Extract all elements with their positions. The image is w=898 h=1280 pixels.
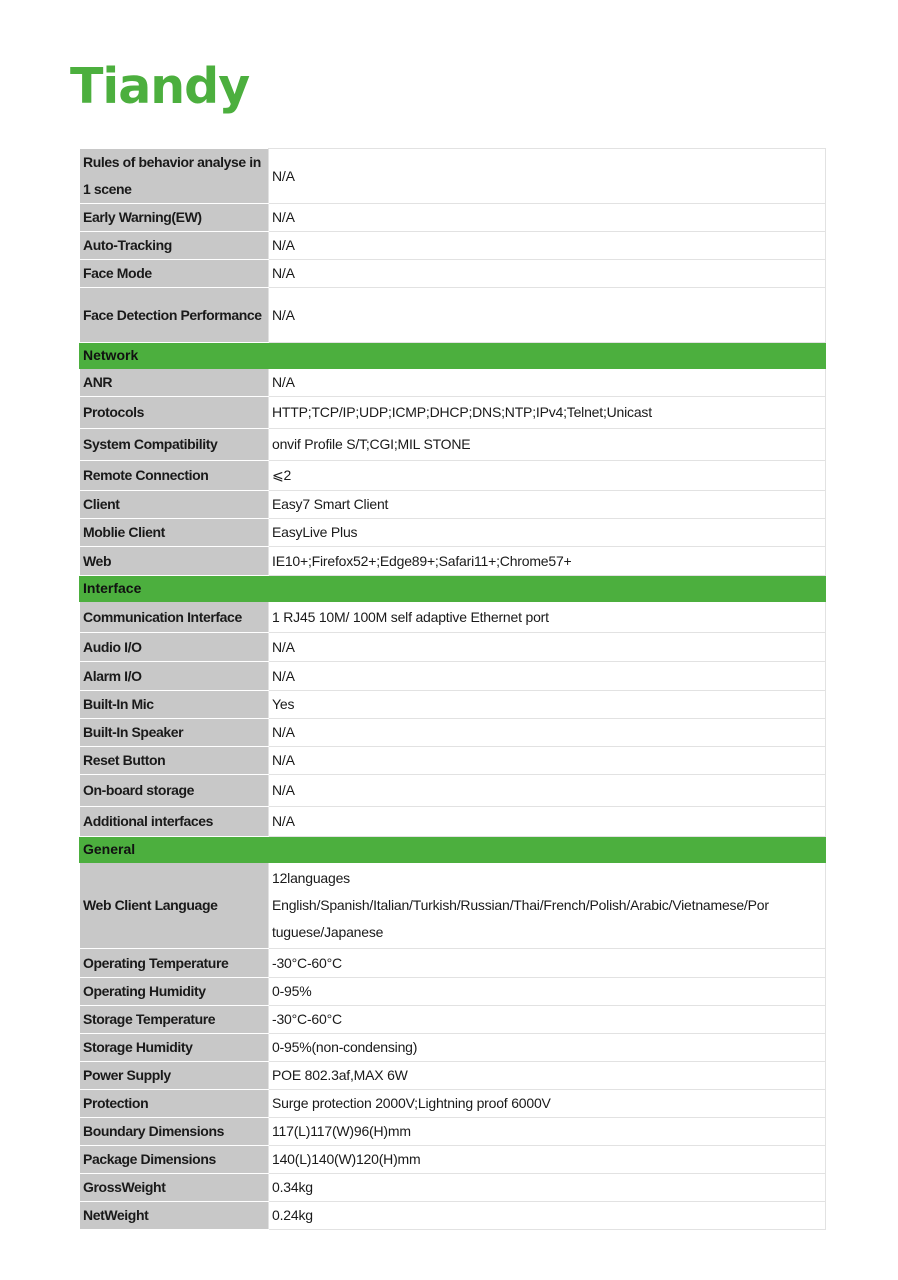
spec-label: Auto-Tracking bbox=[80, 232, 269, 260]
spec-value-line: tuguese/Japanese bbox=[272, 924, 384, 940]
spec-row bbox=[80, 204, 826, 232]
section-title: Network bbox=[80, 343, 826, 369]
spec-label: System Compatibility bbox=[80, 429, 269, 461]
spec-label: Rules of behavior analyse in 1 scene bbox=[80, 149, 269, 204]
spec-label: GrossWeight bbox=[80, 1174, 269, 1202]
tiandy-logo: Tiandy bbox=[70, 58, 250, 115]
spec-value: onvif Profile S/T;CGI;MIL STONE bbox=[269, 429, 826, 461]
spec-value-line: 12languages bbox=[272, 870, 350, 886]
spec-value: 0.24kg bbox=[269, 1202, 826, 1230]
spec-label: Face Mode bbox=[80, 260, 269, 288]
spec-label: Power Supply bbox=[80, 1062, 269, 1090]
spec-value: N/A bbox=[269, 633, 826, 662]
spec-value bbox=[269, 863, 826, 949]
spec-value: ⩽2 bbox=[269, 461, 826, 491]
spec-row bbox=[80, 519, 826, 547]
spec-row bbox=[80, 232, 826, 260]
spec-row bbox=[80, 260, 826, 288]
spec-row bbox=[80, 547, 826, 576]
spec-row bbox=[80, 1146, 826, 1174]
spec-label: Audio I/O bbox=[80, 633, 269, 662]
spec-value: Yes bbox=[269, 691, 826, 719]
spec-value: Easy7 Smart Client bbox=[269, 491, 826, 519]
spec-value: 140(L)140(W)120(H)mm bbox=[269, 1146, 826, 1174]
spec-row bbox=[80, 1174, 826, 1202]
spec-table-body bbox=[80, 149, 826, 1230]
spec-label: Protection bbox=[80, 1090, 269, 1118]
spec-row bbox=[80, 1090, 826, 1118]
spec-value: N/A bbox=[269, 369, 826, 397]
spec-label: Boundary Dimensions bbox=[80, 1118, 269, 1146]
spec-value: N/A bbox=[269, 747, 826, 775]
spec-value: HTTP;TCP/IP;UDP;ICMP;DHCP;DNS;NTP;IPv4;Telnet;Unicast bbox=[269, 397, 826, 429]
spec-label: Alarm I/O bbox=[80, 662, 269, 691]
spec-row bbox=[80, 691, 826, 719]
spec-value: 0-95%(non-condensing) bbox=[269, 1034, 826, 1062]
spec-label: Operating Temperature bbox=[80, 949, 269, 978]
spec-row bbox=[80, 1062, 826, 1090]
spec-label: Client bbox=[80, 491, 269, 519]
spec-row bbox=[80, 461, 826, 491]
spec-value: N/A bbox=[269, 807, 826, 837]
spec-label: Reset Button bbox=[80, 747, 269, 775]
spec-row bbox=[80, 491, 826, 519]
spec-value: N/A bbox=[269, 232, 826, 260]
spec-label: Remote Connection bbox=[80, 461, 269, 491]
spec-label: Moblie Client bbox=[80, 519, 269, 547]
spec-row bbox=[80, 288, 826, 343]
spec-value-line: English/Spanish/Italian/Turkish/Russian/Thai/French/Polish/Arabic/Vietnamese/Por bbox=[272, 897, 769, 913]
section-title: General bbox=[80, 837, 826, 863]
spec-label: On-board storage bbox=[80, 775, 269, 807]
spec-row bbox=[80, 397, 826, 429]
spec-value: 0.34kg bbox=[269, 1174, 826, 1202]
spec-row bbox=[80, 775, 826, 807]
spec-row bbox=[80, 369, 826, 397]
section-header-row bbox=[80, 343, 826, 369]
spec-row bbox=[80, 602, 826, 633]
section-header-row bbox=[80, 837, 826, 863]
spec-row bbox=[80, 949, 826, 978]
spec-row bbox=[80, 633, 826, 662]
spec-value: N/A bbox=[269, 288, 826, 343]
spec-value: 117(L)117(W)96(H)mm bbox=[269, 1118, 826, 1146]
spec-row bbox=[80, 1006, 826, 1034]
spec-label: Built-In Speaker bbox=[80, 719, 269, 747]
spec-label: Operating Humidity bbox=[80, 978, 269, 1006]
spec-label: Face Detection Performance bbox=[80, 288, 269, 343]
spec-value: 1 RJ45 10M/ 100M self adaptive Ethernet port bbox=[269, 602, 826, 633]
spec-row bbox=[80, 149, 826, 204]
spec-label: Built-In Mic bbox=[80, 691, 269, 719]
spec-label: Storage Temperature bbox=[80, 1006, 269, 1034]
spec-label: Early Warning(EW) bbox=[80, 204, 269, 232]
spec-label: Package Dimensions bbox=[80, 1146, 269, 1174]
spec-row bbox=[80, 719, 826, 747]
spec-value: 0-95% bbox=[269, 978, 826, 1006]
spec-row bbox=[80, 978, 826, 1006]
spec-label: Web bbox=[80, 547, 269, 576]
spec-value: IE10+;Firefox52+;Edge89+;Safari11+;Chrome57+ bbox=[269, 547, 826, 576]
spec-row bbox=[80, 1034, 826, 1062]
spec-value: N/A bbox=[269, 662, 826, 691]
spec-value: N/A bbox=[269, 719, 826, 747]
spec-label: Communication Interface bbox=[80, 602, 269, 633]
spec-label: Web Client Language bbox=[80, 863, 269, 949]
spec-value: N/A bbox=[269, 204, 826, 232]
spec-value: N/A bbox=[269, 149, 826, 204]
spec-table bbox=[79, 148, 826, 1230]
spec-value: -30°C-60°C bbox=[269, 949, 826, 978]
spec-label: Protocols bbox=[80, 397, 269, 429]
section-title: Interface bbox=[80, 576, 826, 602]
spec-row bbox=[80, 1118, 826, 1146]
spec-value: -30°C-60°C bbox=[269, 1006, 826, 1034]
spec-value: EasyLive Plus bbox=[269, 519, 826, 547]
spec-row bbox=[80, 863, 826, 949]
spec-label: Storage Humidity bbox=[80, 1034, 269, 1062]
spec-row bbox=[80, 429, 826, 461]
spec-label: Additional interfaces bbox=[80, 807, 269, 837]
spec-value: N/A bbox=[269, 260, 826, 288]
spec-value: Surge protection 2000V;Lightning proof 6000V bbox=[269, 1090, 826, 1118]
spec-row bbox=[80, 747, 826, 775]
spec-row bbox=[80, 662, 826, 691]
spec-label: NetWeight bbox=[80, 1202, 269, 1230]
spec-row bbox=[80, 1202, 826, 1230]
spec-value: POE 802.3af,MAX 6W bbox=[269, 1062, 826, 1090]
spec-value: N/A bbox=[269, 775, 826, 807]
section-header-row bbox=[80, 576, 826, 602]
spec-label: ANR bbox=[80, 369, 269, 397]
spec-row bbox=[80, 807, 826, 837]
